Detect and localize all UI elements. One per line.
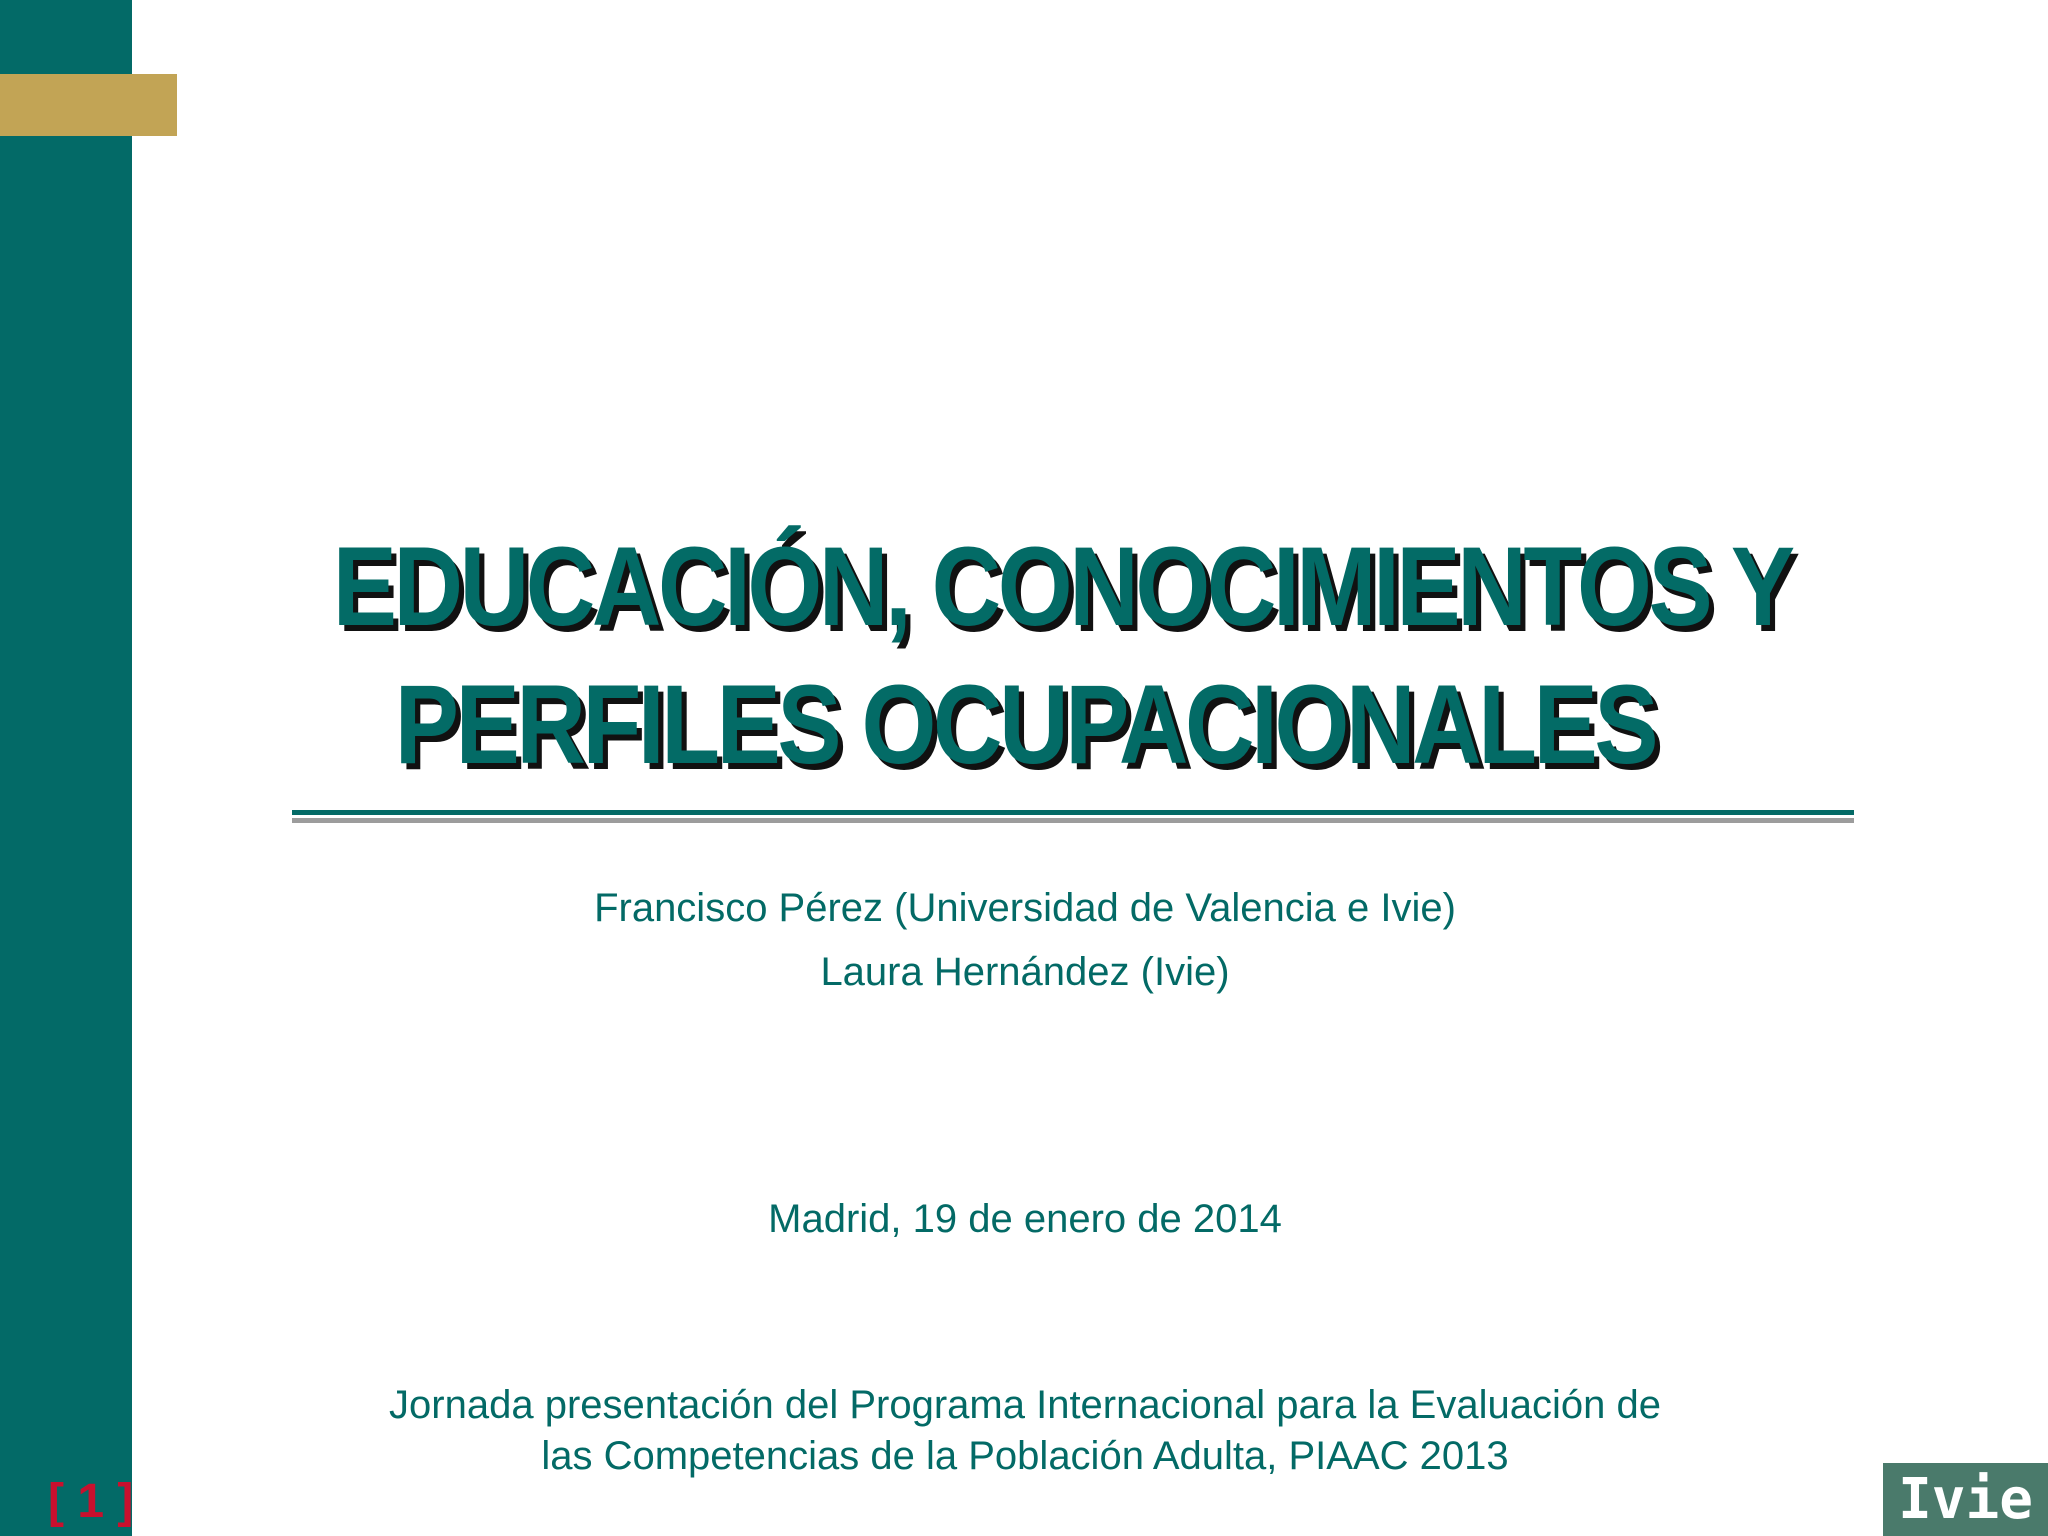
gold-accent-tab [0,74,177,136]
event-line-2: las Competencias de la Población Adulta, PIAAC 2013 [541,1434,1509,1478]
left-sidebar-bar [0,0,132,1536]
slide-title [220,518,1830,794]
title-divider-teal [292,810,1854,815]
ivie-logo-text: Ivie [1898,1467,2033,1532]
presentation-date: Madrid, 19 de enero de 2014 [768,1197,1282,1241]
ivie-logo [1883,1463,2048,1536]
author-laura-hernandez: Laura Hernández (Ivie) [820,950,1230,994]
title-line-2: PERFILES OCUPACIONALES [394,662,1656,787]
event-line-1: Jornada presentación del Programa Internacional para la Evaluación de [389,1383,1661,1427]
title-divider-grey [292,818,1854,823]
page-number: [ 1 ] [48,1475,134,1528]
event-description [220,1380,1830,1482]
author-francisco-perez: Francisco Pérez (Universidad de Valencia e Ivie) [594,886,1456,930]
title-line-1: EDUCACIÓN, CONOCIMIENTOS Y [332,524,1792,649]
